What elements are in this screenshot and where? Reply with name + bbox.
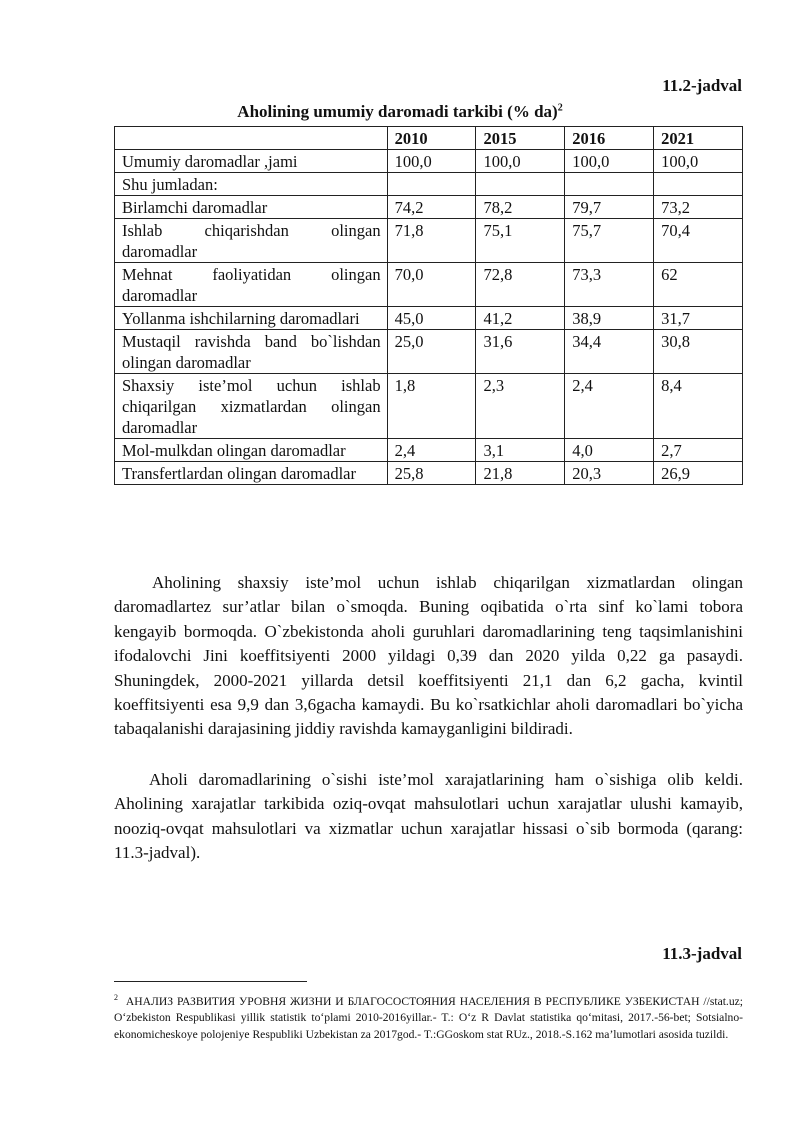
table-header-row xyxy=(115,127,743,150)
row-value: 2,3 xyxy=(476,374,565,439)
row-value: 100,0 xyxy=(654,150,743,173)
row-value: 30,8 xyxy=(654,330,743,374)
row-value xyxy=(654,173,743,196)
footnote-text: АНАЛИЗ РАЗВИТИЯ УРОВНЯ ЖИЗНИ И БЛАГОСОСТОЯНИЯ НАСЕЛЕНИЯ В РЕСПУБЛИКЕ УЗБЕКИСТАН //stat.uz; O‘zbekiston Respublikasi yillik statistik to‘plami 2010-2016yillar.- T.: O‘z R Davlat statistika qo‘mitasi, 2017.-56-bet; Sotsialno-ekonomicheskoye polojeniye Respubliki Uzbekistan za 2017god.- T.:GGoskom stat RUz., 2018.-S.162 ma’lumotlari asosida tuzildi. xyxy=(114,994,743,1041)
row-value: 100,0 xyxy=(476,150,565,173)
table-row xyxy=(115,196,743,219)
row-value: 75,1 xyxy=(476,219,565,263)
table-row xyxy=(115,439,743,462)
row-value: 79,7 xyxy=(565,196,654,219)
row-value: 38,9 xyxy=(565,307,654,330)
row-value: 2,7 xyxy=(654,439,743,462)
row-value: 45,0 xyxy=(387,307,476,330)
table-title xyxy=(0,102,800,122)
table-row xyxy=(115,307,743,330)
header-year: 2015 xyxy=(476,127,565,150)
table-row xyxy=(115,374,743,439)
row-label: Mustaqil ravishda band bo`lishdan olingan daromadlar xyxy=(115,330,388,374)
row-value: 74,2 xyxy=(387,196,476,219)
row-value: 41,2 xyxy=(476,307,565,330)
row-value: 31,6 xyxy=(476,330,565,374)
next-table-number: 11.3-jadval xyxy=(662,944,742,963)
row-value: 75,7 xyxy=(565,219,654,263)
table-row xyxy=(115,330,743,374)
row-label: Mol-mulkdan olingan daromadlar xyxy=(115,439,388,462)
header-year: 2021 xyxy=(654,127,743,150)
table-row xyxy=(115,263,743,307)
row-value: 2,4 xyxy=(565,374,654,439)
header-year: 2016 xyxy=(565,127,654,150)
row-label: Ishlab chiqarishdan olingan daromadlar xyxy=(115,219,388,263)
row-value: 70,4 xyxy=(654,219,743,263)
row-value: 100,0 xyxy=(387,150,476,173)
row-value: 73,3 xyxy=(565,263,654,307)
row-value: 73,2 xyxy=(654,196,743,219)
income-structure-table xyxy=(114,126,743,485)
table-row xyxy=(115,219,743,263)
footnote-reference: 2 xyxy=(557,102,563,114)
table-row xyxy=(115,173,743,196)
row-value: 62 xyxy=(654,263,743,307)
table-row xyxy=(115,462,743,485)
row-label: Shaxsiy iste’mol uchun ishlab chiqarilgan xizmatlardan olingan daromadlar xyxy=(115,374,388,439)
row-value: 26,9 xyxy=(654,462,743,485)
row-label: Birlamchi daromadlar xyxy=(115,196,388,219)
row-label: Yollanma ishchilarning daromadlari xyxy=(115,307,388,330)
table-number: 11.2-jadval xyxy=(662,76,742,95)
row-value xyxy=(565,173,654,196)
row-label: Umumiy daromadlar ,jami xyxy=(115,150,388,173)
table-title-text: Aholining umumiy daromadi tarkibi (% da) xyxy=(237,102,558,121)
footnote-marker: 2 xyxy=(114,993,118,1002)
footnote xyxy=(114,990,743,1043)
row-label: Shu jumladan: xyxy=(115,173,388,196)
row-value: 70,0 xyxy=(387,263,476,307)
header-year: 2010 xyxy=(387,127,476,150)
row-value: 34,4 xyxy=(565,330,654,374)
row-value: 20,3 xyxy=(565,462,654,485)
row-value xyxy=(387,173,476,196)
row-value: 72,8 xyxy=(476,263,565,307)
row-value: 25,8 xyxy=(387,462,476,485)
row-value: 1,8 xyxy=(387,374,476,439)
row-value: 25,0 xyxy=(387,330,476,374)
paragraph: Aholining shaxsiy iste’mol uchun ishlab chiqarilgan xizmatlardan olingan daromadlartez sur’atlar bilan o`smoqda. Buning oqibatida o`rta sinf ko`lami tobora kengayib bormoqda. O`zbekistonda aholi guruhlari daromadlarining teng taqsimlanishini ifodalovchi Jini koeffitsiyenti 2000 yildagi 0,39 dan 2020 yilda 0,22 ga pasaydi. Shuningdek, 2000-2021 yillarda detsil koeffitsiyenti 21,1 dan 6,2 gacha, kvintil koeffitsiyenti esa 9,9 dan 3,6gacha kamaydi. Bu ko`rsatkichlar aholi daromadlari bo`yicha tabaqalanishi darajasining jiddiy ravishda kamayganligini bildiradi. xyxy=(114,573,743,739)
paragraph: Aholi daromadlarining o`sishi iste’mol xarajatlarining ham o`sishiga olib keldi. Aholining xarajatlar tarkibida oziq-ovqat mahsulotlari uchun xarajatlar ulushi kamayib, nooziq-ovqat mahsulotlari va xizmatlar uchun xarajatlar hissasi o`sib bormoda (qarang: 11.3-jadval). xyxy=(114,770,743,863)
table-row xyxy=(115,150,743,173)
footnote-divider xyxy=(114,981,307,982)
header-empty-cell xyxy=(115,127,388,150)
row-value: 71,8 xyxy=(387,219,476,263)
row-value: 4,0 xyxy=(565,439,654,462)
row-value: 8,4 xyxy=(654,374,743,439)
row-label: Transfertlardan olingan daromadlar xyxy=(115,462,388,485)
row-value: 78,2 xyxy=(476,196,565,219)
row-value: 3,1 xyxy=(476,439,565,462)
row-label: Mehnat faoliyatidan olingan daromadlar xyxy=(115,263,388,307)
row-value: 21,8 xyxy=(476,462,565,485)
row-value xyxy=(476,173,565,196)
row-value: 31,7 xyxy=(654,307,743,330)
row-value: 100,0 xyxy=(565,150,654,173)
row-value: 2,4 xyxy=(387,439,476,462)
